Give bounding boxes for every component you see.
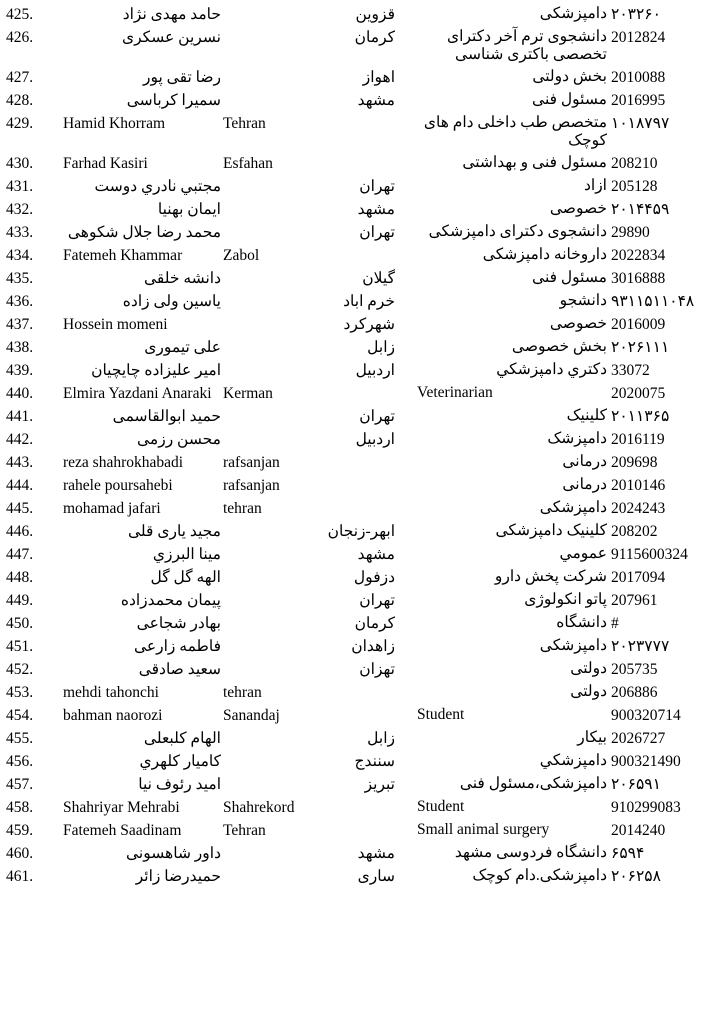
row-number: 450.: [6, 615, 34, 632]
city-name: Zabol: [223, 247, 260, 264]
city-name: تبریز: [364, 776, 395, 793]
row-number: 441.: [6, 408, 34, 425]
row-number: 452.: [6, 661, 34, 678]
table-row: [6, 681, 706, 704]
position-text: دامپزشک: [547, 430, 607, 447]
row-number: 438.: [6, 339, 34, 356]
position-text: Small animal surgery: [417, 821, 550, 838]
person-name: فاطمه زارعی: [133, 638, 221, 655]
person-name: بهادر شجاعی: [136, 615, 221, 632]
member-code: 2017094: [611, 569, 666, 586]
position-text: کلینیک: [566, 407, 607, 424]
member-code: ۲۰۱۴۴۵۹: [611, 201, 670, 218]
member-code: 208202: [611, 523, 658, 540]
city-name: Tehran: [223, 822, 266, 839]
row-number: 442.: [6, 431, 34, 448]
city-name: کرمان: [354, 615, 395, 632]
person-name: mohamad jafari: [63, 500, 161, 517]
city-name: Kerman: [223, 385, 273, 402]
city-name: خرم اباد: [343, 293, 395, 310]
table-row: [6, 543, 706, 566]
table-row: [6, 66, 706, 89]
row-number: 459.: [6, 822, 34, 839]
member-code: 900321490: [611, 753, 681, 770]
member-code: 205735: [611, 661, 658, 678]
city-name: گیلان: [362, 270, 395, 287]
table-row: [6, 267, 706, 290]
table-row: [6, 819, 706, 842]
city-name: اردبيل: [355, 362, 395, 379]
table-row: [6, 566, 706, 589]
position-text: مسئول فنی و بهداشتی: [462, 154, 607, 171]
table-row: [6, 428, 706, 451]
person-name: Farhad Kasiri: [63, 155, 148, 172]
city-name: Tehran: [223, 115, 266, 132]
member-code: ۹۳۱۱۵۱۱۰۴۸: [611, 293, 695, 310]
person-name: علی تیموری: [144, 339, 221, 356]
position-text: درمانی: [562, 453, 607, 470]
position-text: خصوصی: [549, 315, 607, 332]
table-row: [6, 704, 706, 727]
position-text: متخصص طب داخلی دام های کوچک: [423, 114, 607, 149]
city-name: قزوین: [355, 6, 395, 23]
member-code: 2016995: [611, 92, 666, 109]
member-code: 3016888: [611, 270, 666, 287]
table-row: [6, 727, 706, 750]
city-name: tehran: [223, 684, 262, 701]
table-row: [6, 842, 706, 865]
city-name: مشهد: [357, 546, 395, 563]
city-name: مشهد: [357, 92, 395, 109]
table-row: [6, 750, 706, 773]
member-code: 910299083: [611, 799, 681, 816]
city-name: کرمان: [354, 29, 395, 46]
city-name: سنندج: [354, 753, 395, 770]
table-row: [6, 290, 706, 313]
member-code: 2022834: [611, 247, 666, 264]
member-list-table: [6, 3, 706, 888]
row-number: 437.: [6, 316, 34, 333]
person-name: رضا تقی پور: [143, 69, 221, 86]
table-row: [6, 198, 706, 221]
member-code: 2010088: [611, 69, 666, 86]
position-text: دامپزشکی: [539, 637, 607, 654]
table-row: [6, 359, 706, 382]
person-name: الهام کلبعلی: [143, 730, 221, 747]
city-name: Sanandaj: [223, 707, 280, 724]
person-name: مينا البرزي: [152, 546, 221, 563]
position-text: داروخانه دامپزشکی: [482, 246, 607, 263]
member-code: 2020075: [611, 385, 666, 402]
person-name: حمیدرضا زائر: [135, 868, 221, 885]
row-number: 458.: [6, 799, 34, 816]
person-name: حمید ابوالقاسمی: [112, 408, 221, 425]
person-name: مجید یاری قلی: [128, 523, 221, 540]
city-name: اهواز: [362, 69, 395, 86]
position-text: شرکت پخش دارو: [494, 568, 607, 585]
member-code: ۲۰۶۵۹۱: [611, 776, 661, 793]
city-name: rafsanjan: [223, 477, 280, 494]
person-name: نسرین عسکری: [121, 29, 221, 46]
position-text: دامپزشکی.دام کوچک: [472, 867, 607, 884]
city-name: تهزان: [359, 661, 395, 678]
city-name: rafsanjan: [223, 454, 280, 471]
table-row: [6, 382, 706, 405]
position-text: Student: [417, 706, 465, 723]
table-row: [6, 474, 706, 497]
city-name: Esfahan: [223, 155, 273, 172]
row-number: 427.: [6, 69, 34, 86]
city-name: تهران: [359, 178, 395, 195]
member-code: 2012824: [611, 29, 666, 46]
member-code: ۲۰۱۱۳۶۵: [611, 408, 670, 425]
row-number: 460.: [6, 845, 34, 862]
member-code: ۲۰۶۲۵۸: [611, 868, 661, 885]
person-name: مجتبي نادري دوست: [94, 178, 221, 195]
city-name: شهرکرد: [343, 316, 395, 333]
city-name: tehran: [223, 500, 262, 517]
table-row: [6, 336, 706, 359]
city-name: Shahrekord: [223, 799, 295, 816]
position-text: Student: [417, 798, 465, 815]
row-number: 443.: [6, 454, 34, 471]
member-code: 208210: [611, 155, 658, 172]
member-code: 2016119: [611, 431, 665, 448]
row-number: 451.: [6, 638, 34, 655]
position-text: دامپزشکی: [539, 5, 607, 22]
city-name: مشهد: [357, 845, 395, 862]
table-row: [6, 405, 706, 428]
row-number: 455.: [6, 730, 34, 747]
row-number: 439.: [6, 362, 34, 379]
position-text: مسئول فنی: [532, 269, 607, 286]
position-text: دانشگاه: [556, 614, 607, 631]
city-name: مشهد: [357, 201, 395, 218]
table-row: [6, 612, 706, 635]
table-row: [6, 175, 706, 198]
row-number: 447.: [6, 546, 34, 563]
row-number: 433.: [6, 224, 34, 241]
person-name: محسن رزمی: [136, 431, 221, 448]
row-number: 445.: [6, 500, 34, 517]
row-number: 440.: [6, 385, 34, 402]
person-name: سمیرا کرباسی: [126, 92, 221, 109]
row-number: 429.: [6, 115, 34, 132]
member-code: 2024243: [611, 500, 666, 517]
table-row: [6, 796, 706, 819]
member-code: 2016009: [611, 316, 666, 333]
person-name: Hossein momeni: [63, 316, 168, 333]
city-name: زاهدان: [351, 638, 395, 655]
person-name: rahele poursahebi: [63, 477, 173, 494]
member-code: ۱۰۱۸۷۹۷: [611, 115, 670, 132]
city-name: ساری: [357, 868, 395, 885]
person-name: حامد مهدی نژاد: [122, 6, 221, 23]
position-text: دولتی: [570, 660, 607, 677]
row-number: 432.: [6, 201, 34, 218]
position-text: دانشجو: [559, 292, 607, 309]
position-text: بیکار: [577, 729, 607, 746]
table-row: [6, 865, 706, 888]
city-name: اردبیل: [355, 431, 395, 448]
position-text: پاتو انکولوژی: [524, 591, 607, 608]
position-text: دامپزشکی،مسئول فنی: [459, 775, 607, 792]
row-number: 449.: [6, 592, 34, 609]
table-row: [6, 221, 706, 244]
row-number: 454.: [6, 707, 34, 724]
person-name: پیمان محمدزاده: [120, 592, 221, 609]
person-name: Fatemeh Khammar: [63, 247, 183, 264]
position-text: بخش دولتی: [532, 68, 607, 85]
table-row: [6, 773, 706, 796]
person-name: reza shahrokhabadi: [63, 454, 184, 471]
row-number: 448.: [6, 569, 34, 586]
row-number: 431.: [6, 178, 34, 195]
row-number: 428.: [6, 92, 34, 109]
person-name: Shahriyar Mehrabi: [63, 799, 180, 816]
position-text: ازاد: [583, 177, 607, 194]
position-text: دانشگاه فردوسی مشهد: [454, 844, 607, 861]
position-text: مسئول فنی: [532, 91, 607, 108]
city-name: دزفول: [353, 569, 395, 586]
table-row: [6, 451, 706, 474]
person-name: bahman naorozi: [63, 707, 163, 724]
table-row: [6, 244, 706, 267]
row-number: 436.: [6, 293, 34, 310]
person-name: mehdi tahonchi: [63, 684, 159, 701]
row-number: 444.: [6, 477, 34, 494]
person-name: سعید صادقی: [138, 661, 221, 678]
row-number: 426.: [6, 29, 34, 46]
member-code: 2026727: [611, 730, 666, 747]
member-code: 29890: [611, 224, 650, 241]
table-row: [6, 152, 706, 175]
table-row: [6, 112, 706, 152]
person-name: Fatemeh Saadinam: [63, 822, 182, 839]
member-code: 209698: [611, 454, 658, 471]
table-row: [6, 520, 706, 543]
person-name: Hamid Khorram: [63, 115, 166, 132]
city-name: زابل: [367, 339, 395, 356]
person-name: ایمان بهنیا: [157, 201, 221, 218]
row-number: 461.: [6, 868, 34, 885]
member-code: 205128: [611, 178, 658, 195]
member-code: ۲۰۲۶۱۱۱: [611, 339, 670, 356]
member-code: 9115600324: [611, 546, 688, 563]
member-code: 900320714: [611, 707, 681, 724]
city-name: تهران: [359, 224, 395, 241]
position-text: خصوصی: [549, 200, 607, 217]
row-number: 453.: [6, 684, 34, 701]
position-text: دولتی: [570, 683, 607, 700]
position-text: دانشجوی ترم آخر دکترای تخصصی باکتری شناسی: [447, 28, 607, 63]
row-number: 457.: [6, 776, 34, 793]
member-code: 33072: [611, 362, 650, 379]
member-code: 2014240: [611, 822, 666, 839]
person-name: امير عليزاده چايچيان: [91, 362, 221, 379]
member-list-body: [6, 3, 706, 888]
city-name: تهران: [359, 592, 395, 609]
table-row: [6, 589, 706, 612]
person-name: كامیار كلهري: [139, 753, 221, 770]
person-name: دانشه خلقی: [143, 270, 221, 287]
position-text: کلینیک دامپزشکی: [495, 522, 607, 539]
member-code: ۲۰۲۳۷۷۷: [611, 638, 670, 655]
table-row: [6, 497, 706, 520]
table-row: [6, 3, 706, 26]
city-name: ابهر-زنجان: [327, 523, 395, 540]
person-name: امید رئوف نیا: [138, 776, 221, 793]
member-code: 206886: [611, 684, 658, 701]
position-text: درمانی: [562, 476, 607, 493]
position-text: دامپزشکی: [539, 499, 607, 516]
row-number: 446.: [6, 523, 34, 540]
person-name: یاسین ولی زاده: [122, 293, 221, 310]
row-number: 430.: [6, 155, 34, 172]
position-text: عمومي: [559, 545, 607, 562]
person-name: داور شاهسونی: [125, 845, 221, 862]
row-number: 425.: [6, 6, 34, 23]
table-row: [6, 313, 706, 336]
position-text: Veterinarian: [417, 384, 493, 401]
row-number: 435.: [6, 270, 34, 287]
position-text: دكتري دامپزشكي: [496, 361, 607, 378]
table-row: [6, 658, 706, 681]
table-row: [6, 635, 706, 658]
city-name: زابل: [367, 730, 395, 747]
row-number: 434.: [6, 247, 34, 264]
table-row: [6, 26, 706, 66]
person-name: محمد رضا جلال شکوهی: [67, 224, 221, 241]
city-name: تهران: [359, 408, 395, 425]
position-text: بخش خصوصی: [511, 338, 607, 355]
position-text: دانشجوی دکترای دامپزشکی: [428, 223, 607, 240]
row-number: 456.: [6, 753, 34, 770]
position-text: دامپزشكي: [539, 752, 607, 769]
table-row: [6, 89, 706, 112]
member-code: 2010146: [611, 477, 666, 494]
member-code: #: [611, 615, 619, 632]
member-code: ۲۰۳۲۶۰: [611, 6, 661, 23]
member-code: ۶۵۹۴: [611, 845, 645, 862]
member-code: 207961: [611, 592, 658, 609]
person-name: Elmira Yazdani Anaraki: [63, 385, 212, 402]
person-name: الهه گل گل: [150, 569, 221, 586]
